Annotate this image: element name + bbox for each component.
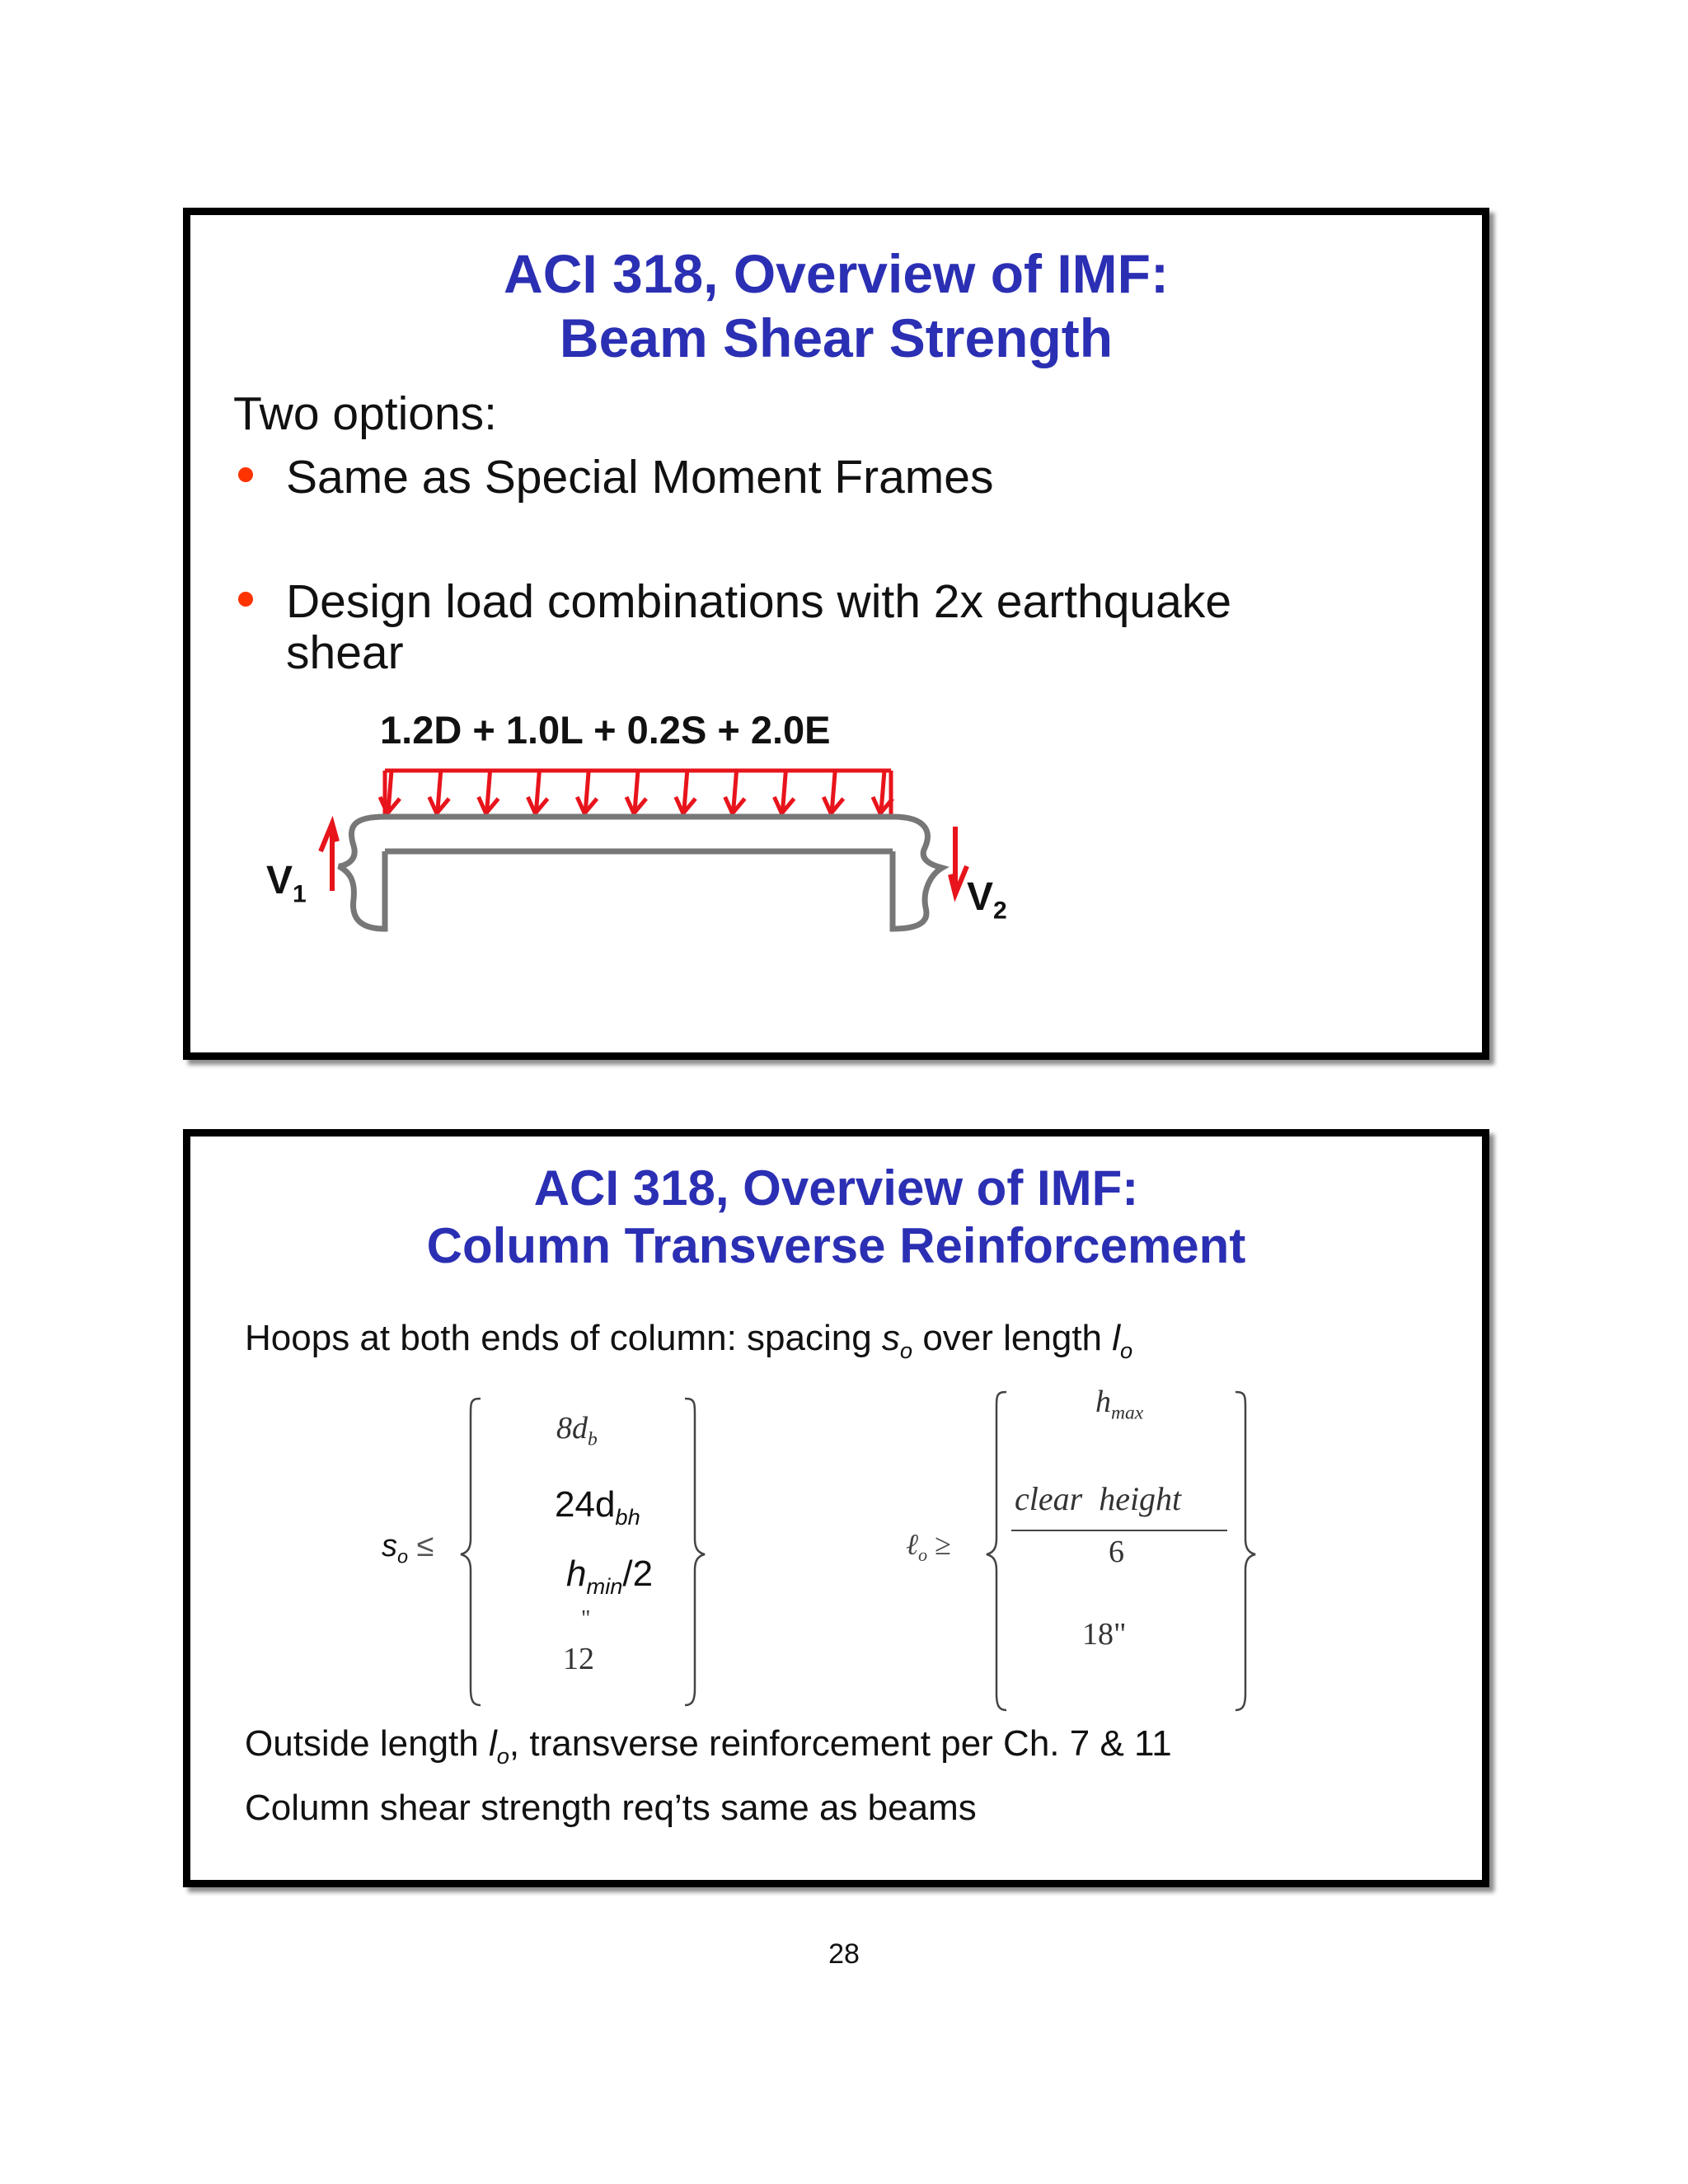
beam-diagram bbox=[190, 751, 1482, 965]
bullet-dot bbox=[238, 592, 253, 607]
lo-label: ℓ$_o$ ≥ bbox=[906, 1528, 951, 1566]
load-arrow bbox=[585, 771, 588, 812]
lo-item-hmax: $h_{max}$ bbox=[1095, 1385, 1144, 1424]
slide-title bbox=[190, 241, 1482, 370]
lo-item-numerator: clear height bbox=[1015, 1480, 1182, 1517]
page-number: 28 bbox=[828, 1938, 860, 1970]
load-combination-equation: 1.2D + 1.0L + 0.2S + 2.0E bbox=[380, 708, 831, 752]
slide-beam-shear bbox=[183, 208, 1489, 1060]
bullet-dot bbox=[238, 467, 253, 482]
bullet-2-continuation: shear bbox=[286, 626, 404, 679]
title-line-2: Column Transverse Reinforcement bbox=[426, 1218, 1246, 1273]
load-arrow bbox=[438, 771, 441, 812]
title-line-2: Beam Shear Strength bbox=[559, 307, 1114, 368]
lo-item-18in: 18" bbox=[1082, 1617, 1127, 1652]
load-arrow bbox=[684, 771, 687, 812]
beam-outline bbox=[339, 817, 942, 929]
title-line-1: ACI 318, Overview of IMF: bbox=[504, 243, 1169, 304]
hoops-text: Hoops at both ends of column: spacing $s_o$ over length $l_o$ bbox=[245, 1318, 1133, 1363]
so-item-8db: $8d_b$ bbox=[556, 1411, 598, 1451]
so-item-12: 12 bbox=[563, 1642, 594, 1676]
load-arrow bbox=[388, 771, 392, 812]
so-label: $s_o$ ≤ bbox=[382, 1529, 434, 1568]
load-arrow bbox=[734, 771, 737, 812]
title-line-1: ACI 318, Overview of IMF: bbox=[533, 1160, 1139, 1216]
bullet-2: Design load combinations with 2x earthquake bbox=[286, 575, 1232, 628]
v1-shear-arrow bbox=[321, 823, 337, 891]
slide-column-transverse bbox=[183, 1129, 1489, 1887]
load-arrow bbox=[536, 771, 539, 812]
load-arrow bbox=[487, 771, 490, 812]
v2-shear-arrow bbox=[950, 827, 967, 894]
load-arrow bbox=[881, 771, 884, 812]
load-arrow bbox=[782, 771, 785, 812]
so-item-hmin: $h_{min}/2$ bbox=[566, 1554, 654, 1599]
v1-label: $V_1$ bbox=[266, 859, 307, 908]
intro-text: Two options: bbox=[233, 387, 498, 440]
so-item-24dbh: $24d_{bh}$ bbox=[555, 1484, 640, 1530]
bullet-1: Same as Special Moment Frames bbox=[286, 451, 994, 504]
v2-label: $V_2$ bbox=[967, 875, 1007, 925]
lo-item-denominator: 6 bbox=[1109, 1535, 1124, 1569]
so-item-inch-mark: " bbox=[581, 1606, 591, 1632]
load-arrow bbox=[635, 771, 638, 812]
load-arrow bbox=[832, 771, 835, 812]
column-shear-text: Column shear strength req’ts same as beams bbox=[245, 1788, 977, 1828]
outside-length-text: Outside length $l_o$, transverse reinforcement per Ch. 7 & 11 bbox=[245, 1723, 1172, 1769]
